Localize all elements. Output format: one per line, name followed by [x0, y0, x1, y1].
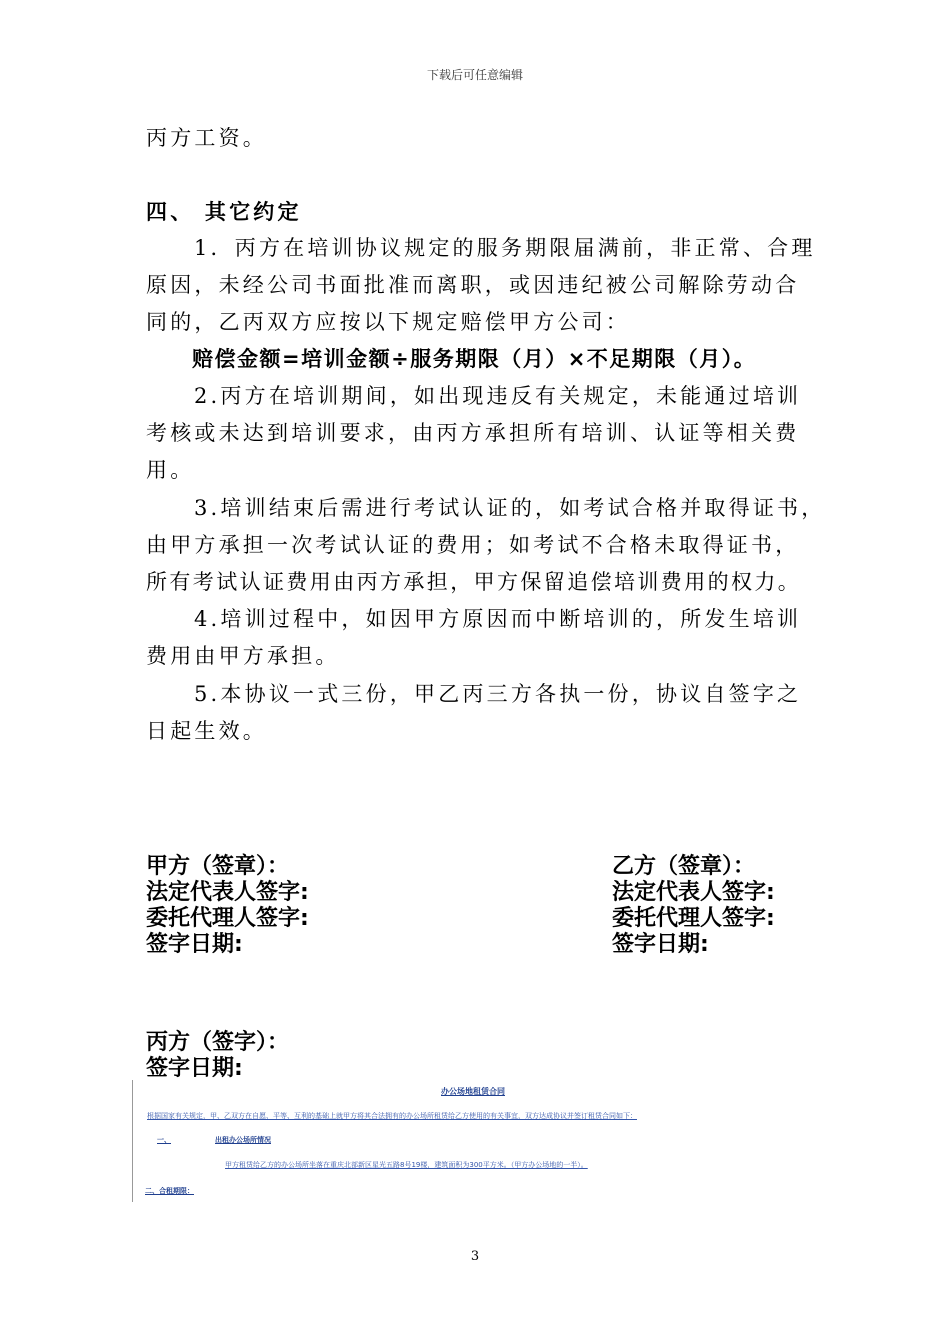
embedded-section-1-number: 一、	[157, 1136, 171, 1144]
party-a-seal: 甲方（签章）：	[146, 854, 290, 879]
party-c-signature: 丙方（签字）：	[146, 1030, 290, 1055]
embedded-intro: 根据国家有关规定，甲、乙双方在自愿、平等、互利的基础上就甲方将其合法拥有的办公场所租赁给乙方使用的有关事宜，双方达成协议并签订租赁合同如下：	[147, 1112, 637, 1120]
header-note: 下载后可任意编辑	[426, 68, 523, 82]
party-b-date: 签字日期:	[612, 932, 709, 957]
item-1-line-3: 同的，乙丙双方应按以下规定赔偿甲方公司：	[146, 310, 630, 334]
page-number: 3	[470, 1249, 480, 1264]
embedded-section-1-title: 出租办公场所情况	[215, 1136, 271, 1144]
party-b-seal: 乙方（签章）：	[612, 854, 756, 879]
item-5-line-1: 5.本协议一式三份，甲乙丙三方各执一份，协议自签字之	[194, 682, 802, 706]
item-3-line-3: 所有考试认证费用由丙方承担，甲方保留追偿培训费用的权力。	[146, 570, 802, 594]
item-2-line-1: 2.丙方在培训期间，如出现违反有关规定，未能通过培训	[194, 384, 802, 408]
item-3-line-1: 3.培训结束后需进行考试认证的，如考试合格并取得证书，	[194, 496, 826, 520]
party-a-date: 签字日期:	[146, 932, 243, 957]
embedded-title: 办公场地租赁合同	[441, 1087, 505, 1096]
compensation-formula: 赔偿金额=培训金额÷服务期限（月）×不足期限（月）。	[192, 347, 757, 371]
party-a-legal-rep: 法定代表人签字:	[146, 880, 309, 905]
item-3-line-2: 由甲方承担一次考试认证的费用；如考试不合格未取得证书，	[146, 533, 800, 557]
item-5-line-2: 日起生效。	[146, 719, 267, 743]
party-b-legal-rep: 法定代表人签字:	[612, 880, 775, 905]
party-b-agent: 委托代理人签字:	[612, 906, 775, 931]
embedded-lease-contract	[132, 1080, 733, 1202]
embedded-section-2-title: 二、合租期限：	[145, 1187, 194, 1195]
item-2-line-3: 用。	[146, 458, 195, 482]
section-4-title: 四、 其它约定	[146, 200, 302, 224]
item-1-line-1: 1．丙方在培训协议规定的服务期限届满前，非正常、合理	[194, 236, 816, 260]
item-1-line-2: 原因，未经公司书面批准而离职，或因违纪被公司解除劳动合	[146, 273, 800, 297]
item-4-line-2: 费用由甲方承担。	[146, 644, 340, 668]
party-c-date: 签字日期:	[146, 1056, 243, 1081]
item-2-line-2: 考核或未达到培训要求，由丙方承担所有培训、认证等相关费	[146, 421, 800, 445]
party-a-agent: 委托代理人签字:	[146, 906, 309, 931]
embedded-section-1-text: 甲方租赁给乙方的办公场所坐落在重庆北部新区星光五路8号19楼，建筑面积为300平方米。（甲方办公场地的一半）。	[225, 1161, 588, 1169]
item-4-line-1: 4.培训过程中，如因甲方原因而中断培训的，所发生培训	[194, 607, 802, 631]
wage-line: 丙方工资。	[146, 126, 267, 150]
